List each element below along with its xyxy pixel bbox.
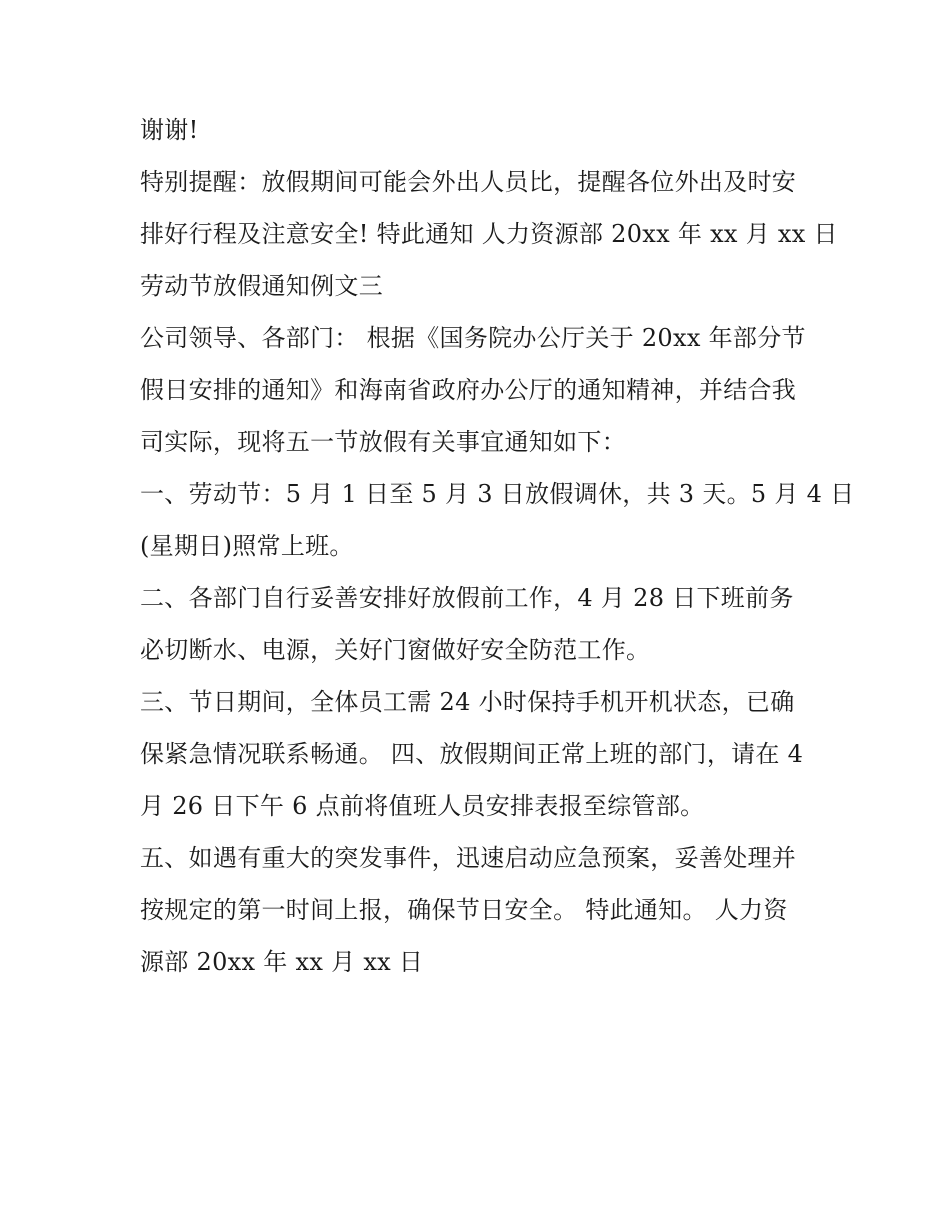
text-line: 三、节日期间，全体员工需 24 小时保持手机开机状态，已确 bbox=[140, 688, 795, 716]
text-line: 必切断水、电源，关好门窗做好安全防范工作。 bbox=[140, 636, 651, 664]
text-line: 司实际，现将五一节放假有关事宜通知如下： bbox=[140, 428, 626, 456]
text-line: 假日安排的通知》和海南省政府办公厅的通知精神，并结合我 bbox=[140, 376, 797, 404]
document-body bbox=[140, 104, 855, 988]
text-line: (星期日)照常上班。 bbox=[140, 532, 354, 560]
text-line: 月 26 日下午 6 点前将值班人员安排表报至综管部。 bbox=[140, 792, 705, 820]
text-line: 保紧急情况联系畅通。 四、放假期间正常上班的部门，请在 4 bbox=[140, 740, 804, 768]
text-line: 一、劳动节：5 月 1 日至 5 月 3 日放假调休，共 3 天。5 月 4 日 bbox=[140, 480, 855, 508]
text-line: 五、如遇有重大的突发事件，迅速启动应急预案，妥善处理并 bbox=[140, 844, 797, 872]
text-line: 谢谢! bbox=[140, 116, 199, 144]
text-line: 按规定的第一时间上报，确保节日安全。 特此通知。 人力资 bbox=[140, 896, 788, 924]
text-line: 二、各部门自行妥善安排好放假前工作，4 月 28 日下班前务 bbox=[140, 584, 794, 612]
section-title: 劳动节放假通知例文三 bbox=[140, 272, 383, 300]
text-line: 特别提醒：放假期间可能会外出人员比，提醒各位外出及时安 bbox=[140, 168, 797, 196]
text-line: 公司领导、各部门： 根据《国务院办公厅关于 20xx 年部分节 bbox=[140, 324, 806, 352]
text-line: 排好行程及注意安全! 特此通知 人力资源部 20xx 年 xx 月 xx 日 bbox=[140, 220, 838, 248]
text-line: 源部 20xx 年 xx 月 xx 日 bbox=[140, 948, 424, 976]
